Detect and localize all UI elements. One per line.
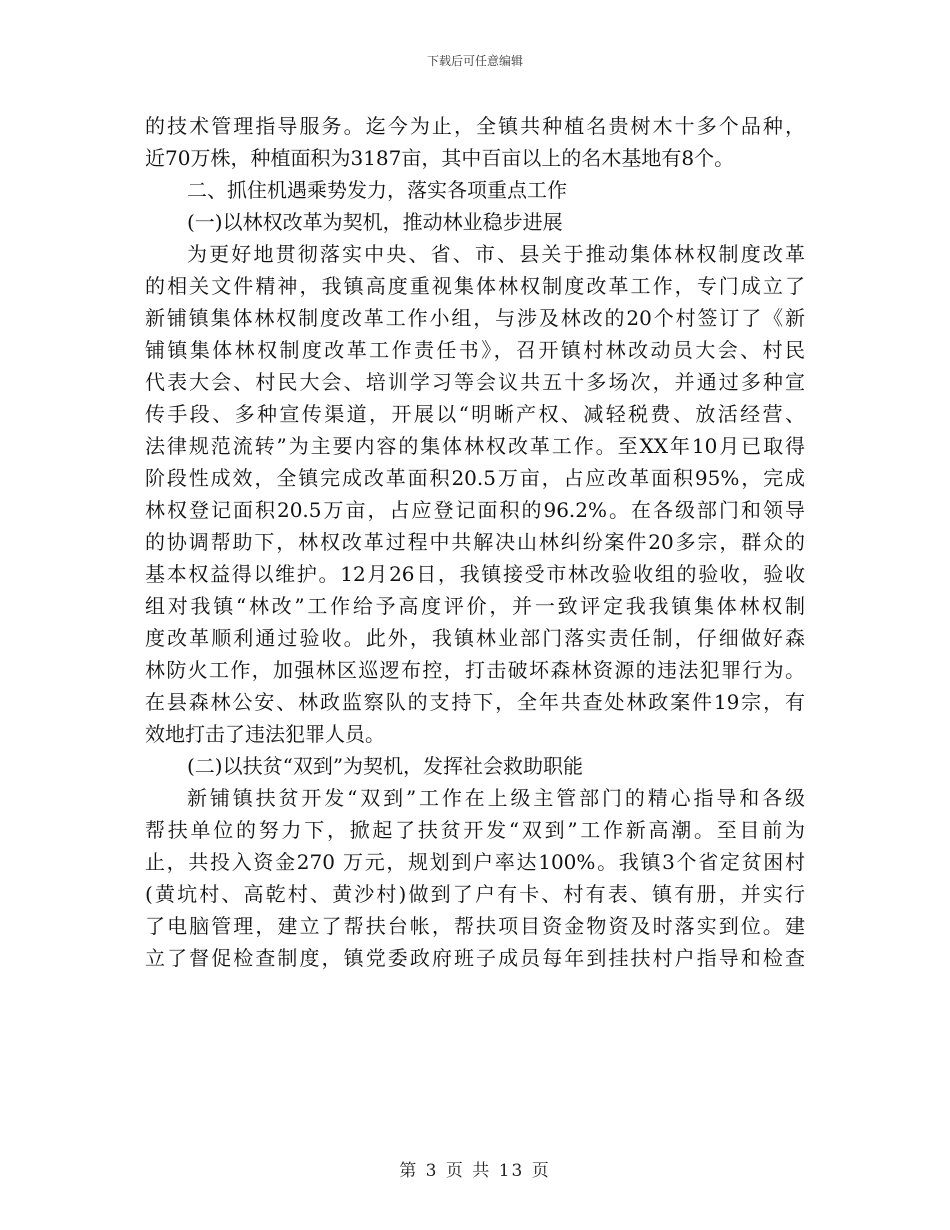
text-line: 帮扶单位的努力下，掀起了扶贫开发“双到”工作新高潮。至目前为 [145, 818, 805, 842]
text-line: 的协调帮助下，林权改革过程中共解决山林纠纷案件20多宗，群众的 [145, 530, 805, 554]
subsection-heading: (二)以扶贫“双到”为契机，发挥社会救助职能 [187, 754, 584, 778]
text-line: 效地打击了违法犯罪人员。 [145, 722, 385, 746]
text-line: 阶段性成效，全镇完成改革面积20.5万亩，占应改革面积95%，完成 [145, 466, 805, 490]
text-line: 林防火工作，加强林区巡逻布控，打击破坏森林资源的违法犯罪行为。 [145, 658, 805, 682]
text-line: 在县森林公安、林政监察队的支持下，全年共查处林政案件19宗，有 [145, 690, 805, 714]
document-body [145, 110, 805, 974]
text-line: 代表大会、村民大会、培训学习等会议共五十多场次，并通过多种宣 [145, 370, 805, 394]
page-footer: 第 3 页 共 13 页 [399, 1161, 551, 1181]
text-line: 的相关文件精神，我镇高度重视集体林权制度改革工作，专门成立了 [145, 274, 805, 298]
text-line: 近70万株，种植面积为3187亩，其中百亩以上的名木基地有8个。 [145, 146, 735, 170]
text-line: 止，共投入资金270 万元，规划到户率达100%。我镇3个省定贫困村 [145, 850, 805, 874]
text-line: 铺镇集体林权制度改革工作责任书》，召开镇村林改动员大会、村民 [145, 338, 805, 362]
text-line: 林权登记面积20.5万亩，占应登记面积的96.2%。在各级部门和领导 [145, 498, 805, 522]
text-line: 新铺镇集体林权制度改革工作小组，与涉及林改的20个村签订了《新 [145, 306, 805, 330]
text-line: 基本权益得以维护。12月26日，我镇接受市林改验收组的验收，验收 [145, 562, 805, 586]
subsection-heading: (一)以林权改革为契机，推动林业稳步进展 [187, 210, 563, 234]
text-line: 为更好地贯彻落实中央、省、市、县关于推动集体林权制度改革 [187, 242, 805, 266]
text-line: 法律规范流转”为主要内容的集体林权改革工作。至XX年10月已取得 [145, 434, 805, 458]
text-line: 新铺镇扶贫开发“双到”工作在上级主管部门的精心指导和各级 [187, 786, 805, 810]
text-line: 了电脑管理，建立了帮扶台帐，帮扶项目资金物资及时落实到位。建 [145, 914, 805, 938]
section-heading: 二、抓住机遇乘势发力，落实各项重点工作 [187, 178, 567, 202]
page-header: 下载后可任意编辑 [426, 54, 523, 68]
text-line: 度改革顺利通过验收。此外，我镇林业部门落实责任制，仔细做好森 [145, 626, 805, 650]
text-line: (黄坑村、高乾村、黄沙村)做到了户有卡、村有表、镇有册，并实行 [145, 882, 805, 906]
text-line: 组对我镇“林改”工作给予高度评价，并一致评定我我镇集体林权制 [145, 594, 805, 618]
text-line: 传手段、多种宣传渠道，开展以“明晰产权、减轻税费、放活经营、 [145, 402, 805, 426]
text-line: 的技术管理指导服务。迄今为止，全镇共种植名贵树木十多个品种， [145, 114, 805, 138]
text-line: 立了督促检查制度，镇党委政府班子成员每年到挂扶村户指导和检查 [145, 946, 805, 970]
